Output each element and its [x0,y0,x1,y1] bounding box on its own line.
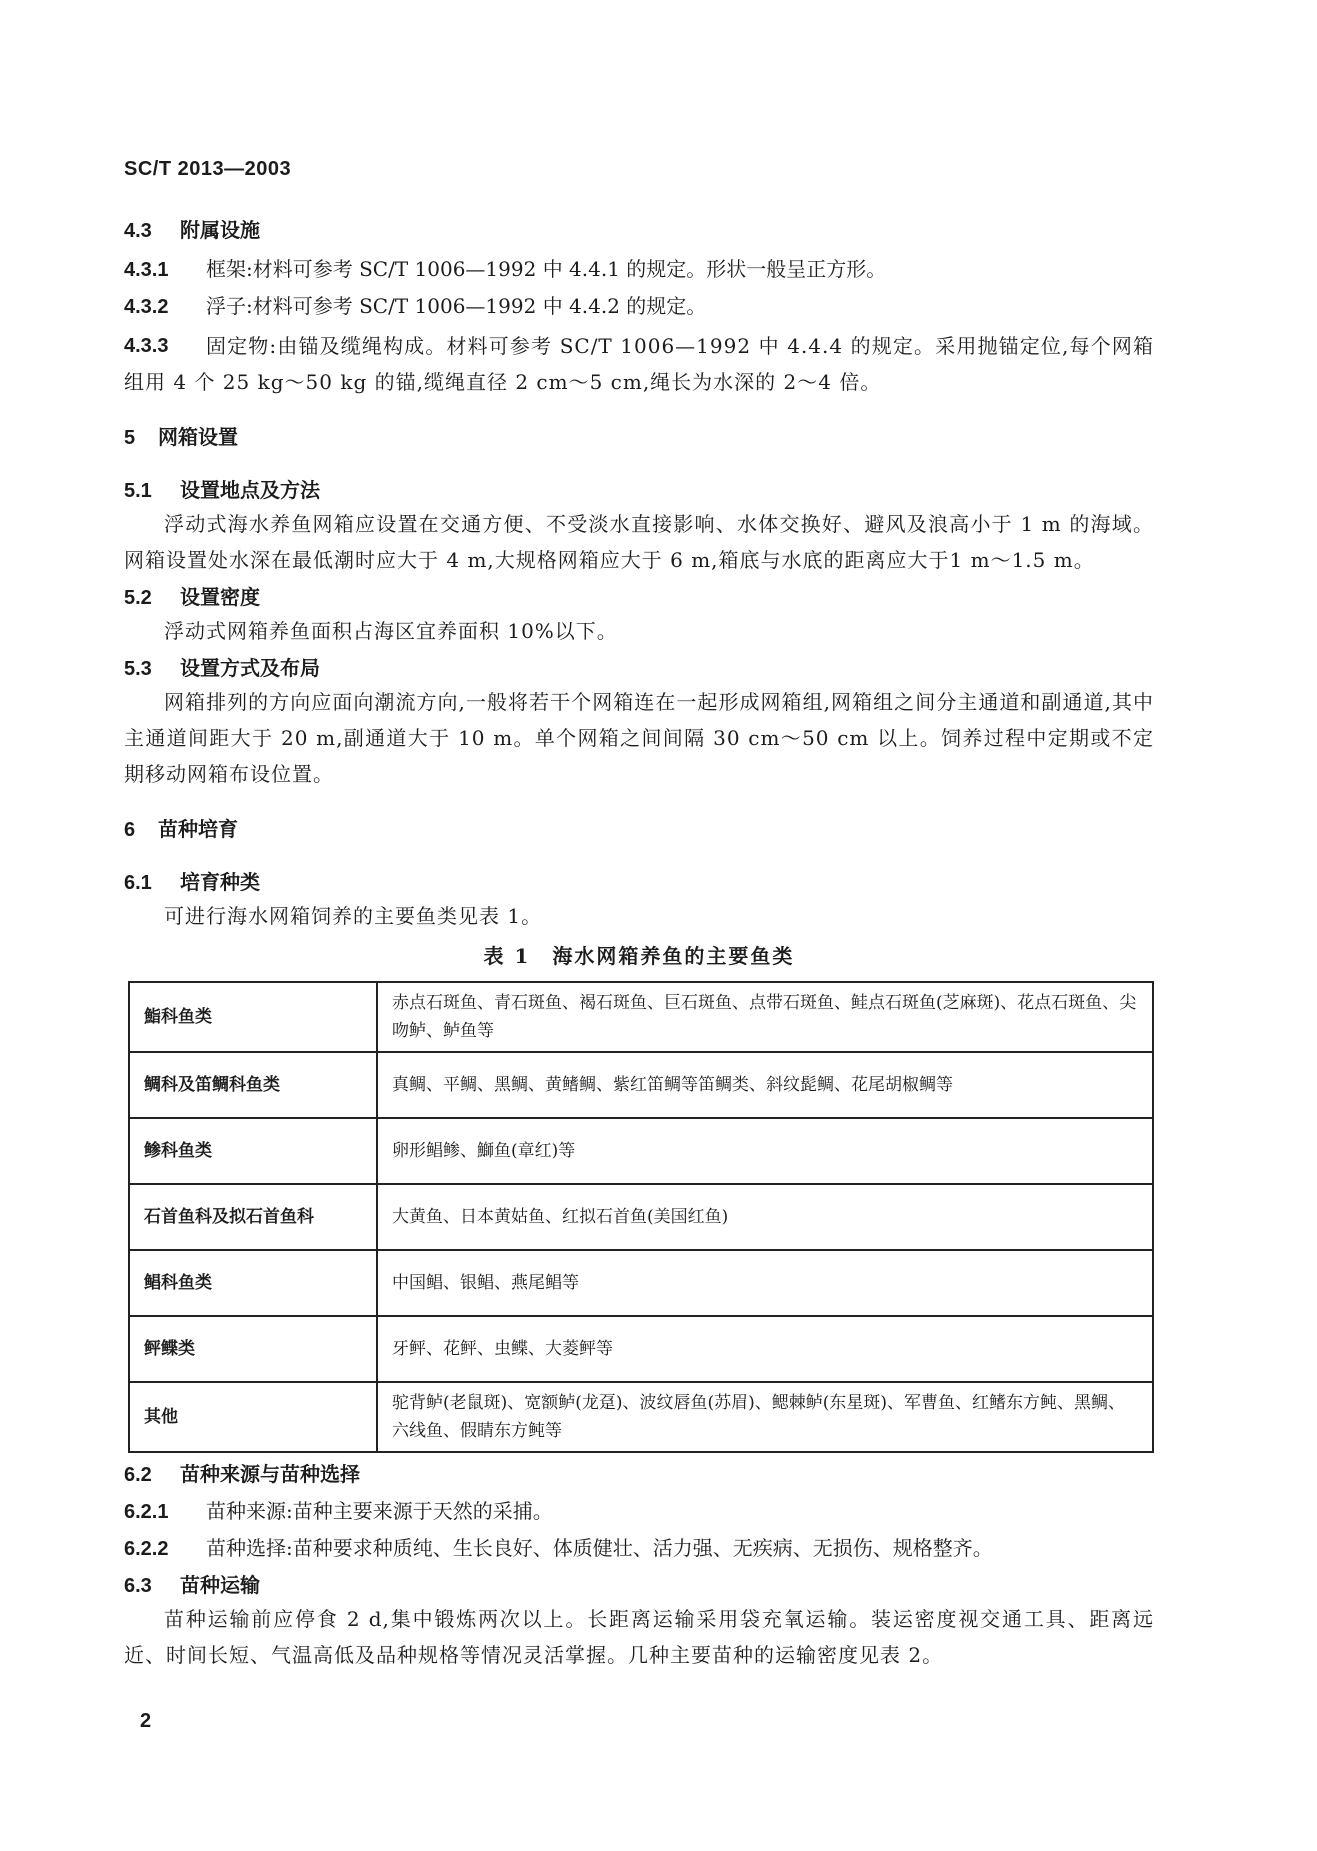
section-number: 4.3 [124,220,152,242]
fish-species-cell: 牙鲆、花鲆、虫鲽、大菱鲆等 [377,1316,1153,1382]
section-6-1-text: 可进行海水网箱饲养的主要鱼类见表 1。 [164,904,543,928]
fish-species-cell: 驼背鲈(老鼠斑)、宽额鲈(龙趸)、波纹唇鱼(苏眉)、鳃棘鲈(东星斑)、军曹鱼、红鳍东方鲀、黑鲷、六线鱼、假睛东方鲀等 [377,1382,1153,1452]
section-number: 5.3 [124,658,152,680]
section-number: 4.3.1 [124,259,169,281]
section-text: 浮子:材料可参考 SC/T 1006—1992 中 4.4.2 的规定。 [206,294,707,318]
section-6-3 [124,1570,1154,1601]
section-title: 苗种运输 [180,1573,260,1597]
fish-species-cell: 卵形鲳鲹、鰤鱼(章红)等 [377,1118,1153,1184]
fish-species-cell: 中国鲳、银鲳、燕尾鲳等 [377,1250,1153,1316]
section-number: 5.2 [124,587,152,609]
section-6-3-text: 苗种运输前应停食 2 d,集中锻炼两次以上。长距离运输采用袋充氧运输。装运密度视交通工具、距离远近、时间长短、气温高低及品种规格等情况灵活掌握。几种主要苗种的运输密度见表 2。 [124,1607,1154,1667]
table-row [129,1316,1153,1382]
section-5-3-text: 网箱排列的方向应面向潮流方向,一般将若干个网箱连在一起形成网箱组,网箱组之间分主通道和副通道,其中主通道间距大于 20 m,副通道大于 10 m。单个网箱之间间隔 30 cm～50 cm 以上。饲养过程中定期或不定期移动网箱布设位置。 [124,690,1154,786]
table-row [129,1250,1153,1316]
section-title: 设置密度 [180,585,260,609]
section-title: 苗种培育 [158,817,238,841]
section-number: 4.3.3 [124,335,169,357]
section-6-2 [124,1459,1154,1490]
section-6-1 [124,867,1154,898]
section-number: 4.3.2 [124,296,169,318]
section-5-1-text: 浮动式海水养鱼网箱应设置在交通方便、不受淡水直接影响、水体交换好、避风及浪高小于 1 m 的海域。网箱设置处水深在最低潮时应大于 4 m,大规格网箱应大于 6 m,箱底与水底的距离应大于1 m～1.5 m。 [124,512,1154,572]
section-6 [124,814,1154,845]
standard-id: SC/T 2013—2003 [124,158,292,180]
fish-species-cell: 赤点石斑鱼、青石斑鱼、褐石斑鱼、巨石斑鱼、点带石斑鱼、鲑点石斑鱼(芝麻斑)、花点石斑鱼、尖吻鲈、鲈鱼等 [377,982,1153,1052]
section-5-2-text: 浮动式网箱养鱼面积占海区宜养面积 10%以下。 [164,619,618,643]
section-text: 苗种选择:苗种要求种质纯、生长良好、体质健壮、活力强、无疾病、无损伤、规格整齐。 [206,1536,993,1560]
table-row [129,1382,1153,1452]
document-body [124,215,1154,1673]
section-text: 苗种来源:苗种主要来源于天然的采捕。 [206,1499,553,1523]
section-text: 框架:材料可参考 SC/T 1006—1992 中 4.4.1 的规定。形状一般呈正方形。 [206,257,887,281]
section-number: 6 [124,819,136,841]
section-number: 5 [124,427,136,449]
fish-category-cell: 其他 [129,1382,377,1452]
section-number: 6.2.2 [124,1538,169,1560]
section-title: 附属设施 [180,218,260,242]
section-number: 6.3 [124,1575,152,1597]
section-number: 6.2 [124,1464,152,1486]
section-title: 培育种类 [180,870,260,894]
fish-category-cell: 鲆鲽类 [129,1316,377,1382]
section-4-3-2 [124,291,1154,322]
section-5-3 [124,653,1154,684]
section-text: 固定物:由锚及缆绳构成。材料可参考 SC/T 1006—1992 中 4.4.4 的规定。采用抛锚定位,每个网箱组用 4 个 25 kg～50 kg 的锚,缆绳直径 2 cm～5 cm,绳长为水深的 2～4 倍。 [124,334,1154,394]
fish-category-cell: 鲹科鱼类 [129,1118,377,1184]
fish-category-cell: 石首鱼科及拟石首鱼科 [129,1184,377,1250]
section-5-1 [124,475,1154,506]
section-title: 网箱设置 [158,425,238,449]
fish-species-cell: 大黄鱼、日本黄姑鱼、红拟石首鱼(美国红鱼) [377,1184,1153,1250]
section-5 [124,422,1154,453]
fish-category-cell: 鲳科鱼类 [129,1250,377,1316]
fish-category-cell: 鮨科鱼类 [129,982,377,1052]
section-title: 苗种来源与苗种选择 [180,1462,360,1486]
table-caption: 表 1 海水网箱养鱼的主要鱼类 [483,944,795,968]
section-4-3-1 [124,254,1154,285]
fish-species-table [128,981,1154,1453]
page-number: 2 [140,1710,152,1732]
section-4-3 [124,215,1154,246]
fish-species-cell: 真鲷、平鲷、黑鲷、黄鳍鲷、紫红笛鲷等笛鲷类、斜纹髭鲷、花尾胡椒鲷等 [377,1052,1153,1118]
table-row [129,982,1153,1052]
section-5-2 [124,582,1154,613]
section-number: 5.1 [124,480,152,502]
section-title: 设置方式及布局 [180,656,320,680]
section-4-3-3 [124,328,1154,400]
table-row [129,1118,1153,1184]
section-6-2-2 [124,1533,1154,1564]
section-6-2-1 [124,1496,1154,1527]
table-row [129,1184,1153,1250]
section-number: 6.1 [124,872,152,894]
section-title: 设置地点及方法 [180,478,320,502]
section-number: 6.2.1 [124,1501,169,1523]
fish-category-cell: 鲷科及笛鲷科鱼类 [129,1052,377,1118]
table-row [129,1052,1153,1118]
